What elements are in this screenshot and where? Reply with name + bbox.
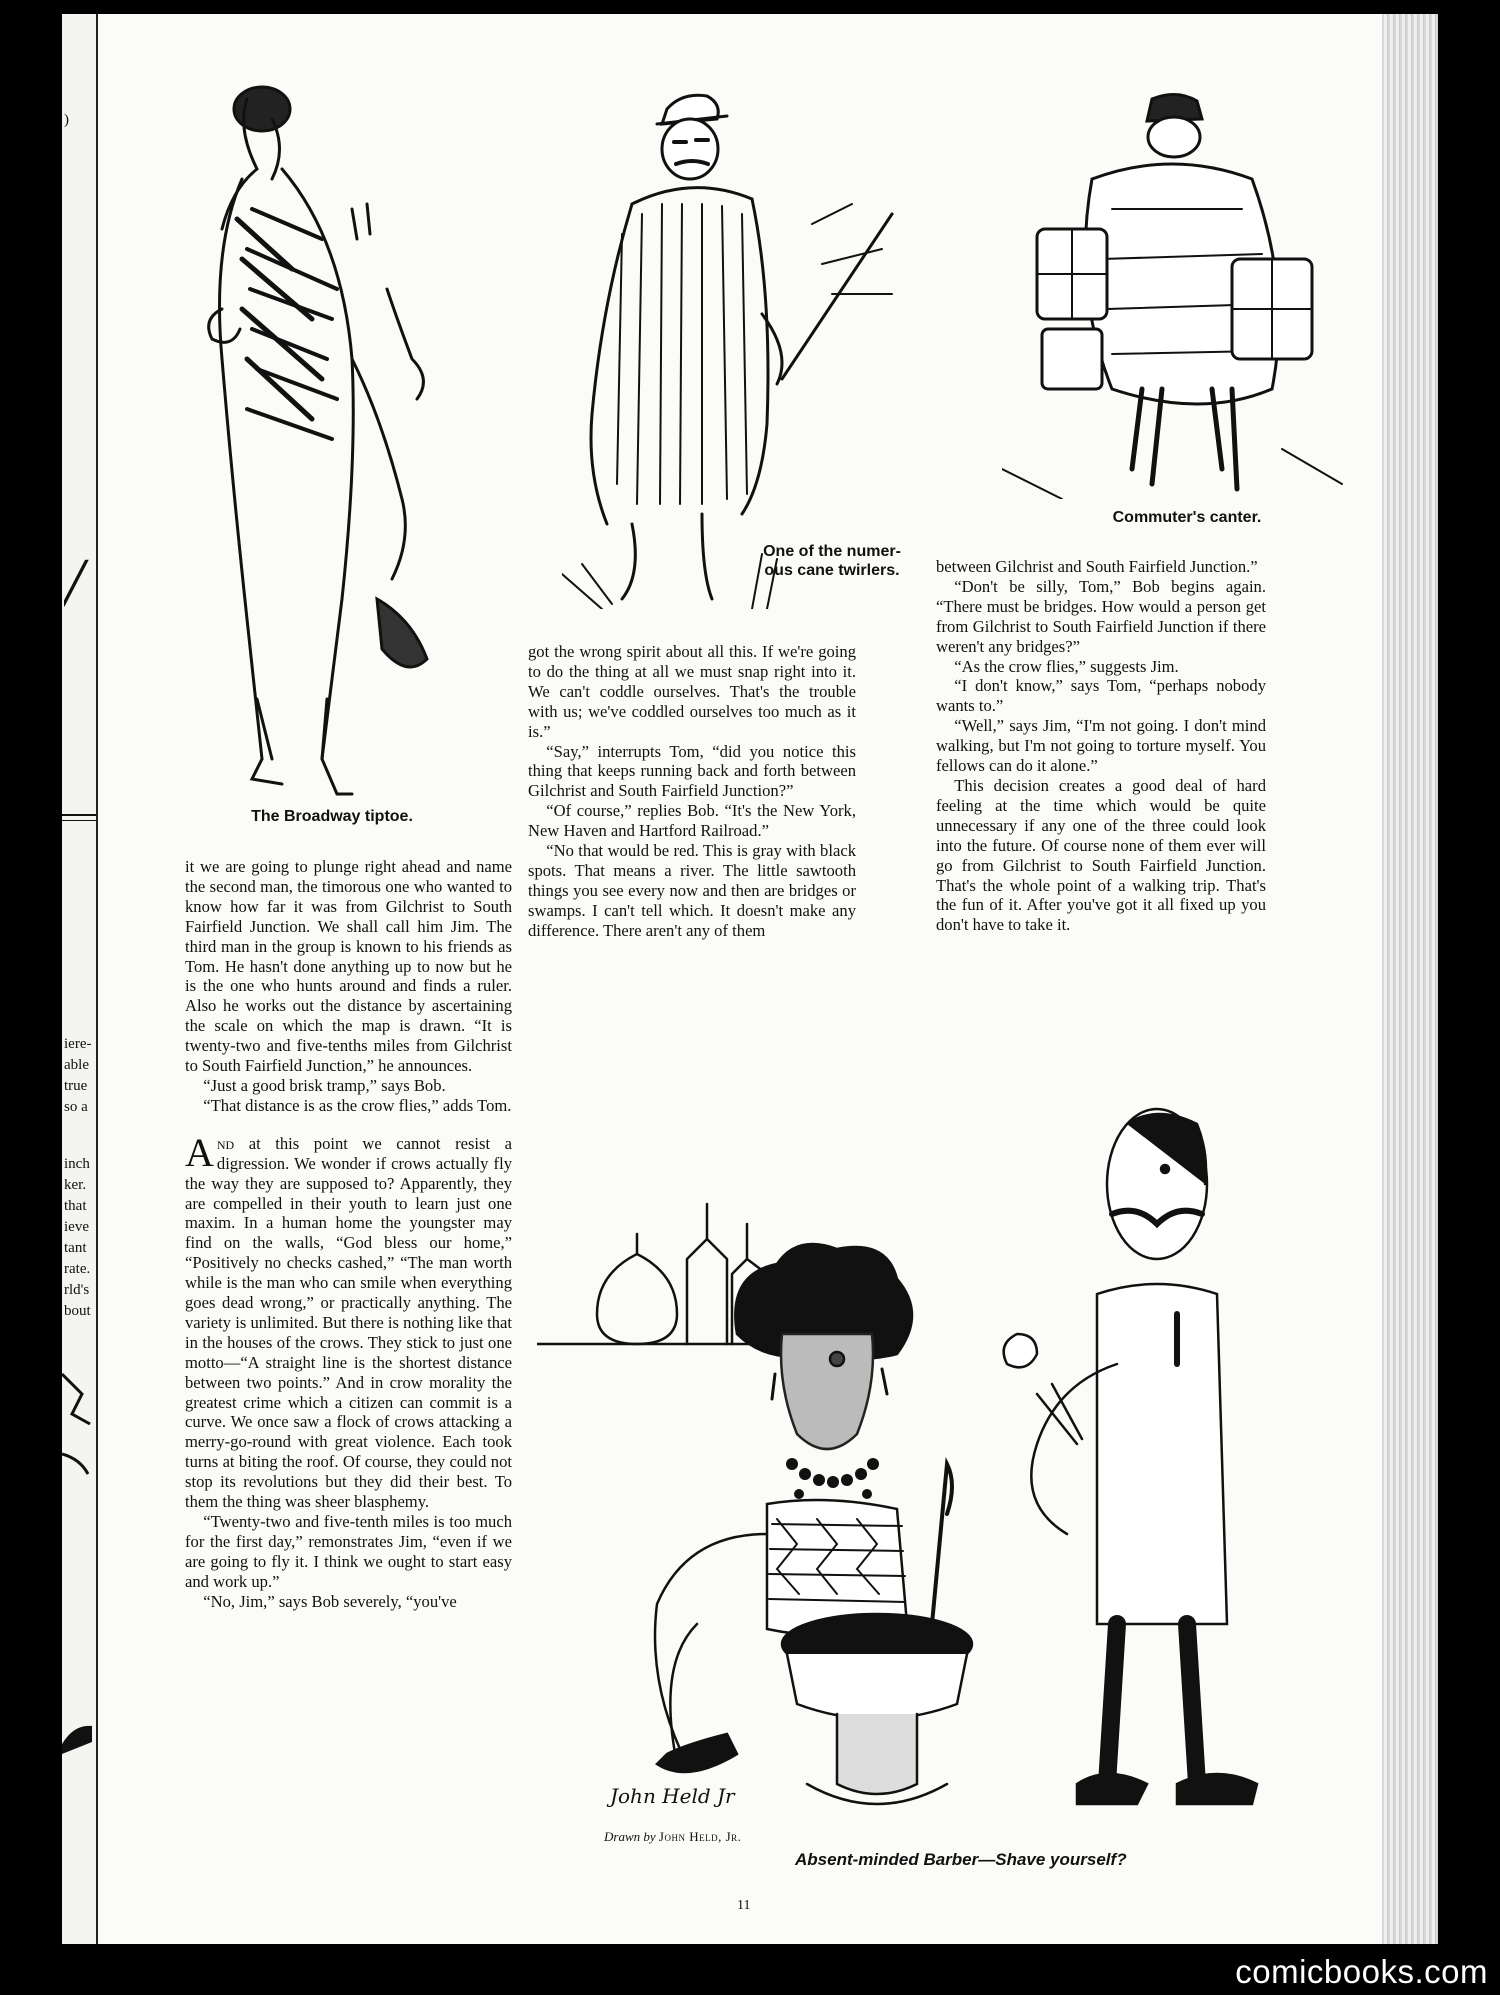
column1-paragraph: “No, Jim,” says Bob severely, “you've <box>203 1591 457 1611</box>
edge-fragment: so a <box>64 1099 88 1115</box>
edge-fragment: true <box>64 1078 88 1094</box>
text-column-3 <box>936 557 1266 935</box>
edge-fragment: tant <box>64 1240 87 1256</box>
cane-caption-line-2: ous cane twirlers. <box>764 562 900 579</box>
edge-fragment: ieve <box>64 1219 89 1235</box>
column1-paragraph: “Just a good brisk tramp,” says Bob. <box>203 1075 446 1095</box>
column2-paragraph: “Of course,” replies Bob. “It's the New York, New Haven and Hartford Railroad.” <box>528 801 856 841</box>
column3-paragraph: “I don't know,” says Tom, “perhaps nobody wants to.” <box>936 676 1266 716</box>
column3-paragraph: This decision creates a good deal of hard feeling at the time which would be quite unnecessary if any one of the three could look into the future. Of course none of them ever will go from Gilchrist to South Fairfield Junction. That's the whole point of a walking trip. That's the fun of it. After you've got it all fixed up you don't have to take it. <box>936 775 1266 935</box>
magazine-page <box>62 14 1438 1944</box>
barber-illustration <box>537 1064 1337 1824</box>
text-column-2 <box>528 642 856 941</box>
edge-drawing-fragment <box>62 1364 96 1484</box>
edge-rule <box>62 814 96 816</box>
edge-fragment: rate. <box>64 1261 91 1277</box>
edge-fragment: ) <box>64 112 69 128</box>
cane-caption-line-1: One of the numer- <box>763 543 901 560</box>
edge-drawing-fragment <box>62 1704 96 1764</box>
edge-fragment: able <box>64 1057 89 1073</box>
artist-signature: John Held Jr <box>610 1784 735 1808</box>
barber-scene-drawing <box>537 1064 1337 1824</box>
column2-paragraph: “Say,” interrupts Tom, “did you notice this thing that keeps running back and forth between Gilchrist and South Fairfield Junction?” <box>528 741 856 801</box>
cane-twirler-drawing <box>562 54 942 609</box>
edge-fragment: that <box>64 1198 87 1214</box>
book-spine-edge <box>1382 14 1438 1944</box>
column3-paragraph: “Don't be silly, Tom,” Bob begins again. “There must be bridges. How would a person get from Gilchrist to South Fairfield Junction if there weren't any bridges?” <box>936 576 1266 656</box>
column2-paragraph: got the wrong spirit about all this. If we're going to do the thing at all we must snap right into it. We can't coddle ourselves. That's the trouble with us; we've coddled ourselves too much as it is.” <box>528 642 856 741</box>
column3-paragraph: between Gilchrist and South Fairfield Junction.” <box>936 557 1258 576</box>
dropcap-smallcaps: nd <box>216 1133 235 1153</box>
previous-page-edge <box>62 14 98 1944</box>
cane-twirler-caption <box>712 542 952 580</box>
page-number: 11 <box>737 1898 751 1913</box>
dropcap-paragraph-text: at this point we cannot resist a digression. We wonder if crows actually fly the way they are supposed to? Apparently, they are compelled in their youth to learn just one maxim. In a human home the youngster may find on the walls, “God bless our home,” “Positively no checks cashed,” “The man worth while is the man who can smile when everything goes dead wrong,” or practically anything. The variety is unlimited. But there is nothing like that in the houses of the crows. They stick to just one motto—“A straight line is the shortest distance between two points.” And in crow morality the greatest crime which a citizen can commit is a curve. We once saw a flock of crows attacking a merry-go-round with great violence. Each took turns at biting the roof. Of course, they could not stop its revolutions but they did their best. To them the thing was sheer blasphemy. <box>185 1133 512 1512</box>
cane-twirler-illustration <box>562 54 942 609</box>
column1-paragraph: “That distance is as the crow flies,” adds Tom. <box>203 1095 512 1115</box>
commuter-caption: Commuter's canter. <box>1112 509 1262 526</box>
dropcap-letter: A <box>185 1129 214 1175</box>
column1-paragraph: it we are going to plunge right ahead and name the second man, the timorous one who wanted to know how far it was from Gilchrist to South Fairfield Junction. We shall call him Jim. The third man in the group is known to his friends as Tom. He hasn't done anything up to now but he is the one who hunts around and finds a ruler. Also he works out the distance by ascertaining the scale on which the map is drawn. “It is twenty-two and five-tenths miles from Gilchrist to South Fairfield Junction,” he announces. <box>185 857 512 1076</box>
credit-artist: John Held, Jr. <box>658 1829 742 1844</box>
edge-fragment: ker. <box>64 1177 87 1193</box>
illustration-credit <box>604 1829 741 1845</box>
edge-fragment: rld's <box>64 1282 90 1298</box>
column3-paragraph: “As the crow flies,” suggests Jim. <box>954 656 1179 676</box>
woman-figure-drawing <box>152 59 512 799</box>
edge-fragment: inch <box>64 1156 90 1172</box>
text-column-1 <box>185 857 512 1612</box>
broadway-caption: The Broadway tiptoe. <box>251 808 413 825</box>
edge-fragment: bout <box>64 1303 91 1319</box>
credit-prefix: Drawn by <box>604 1829 656 1844</box>
edge-letter-decoration: / <box>64 549 84 619</box>
edge-rule <box>62 820 96 821</box>
column1-dropcap-paragraph <box>185 1129 512 1512</box>
commuter-drawing <box>1002 89 1362 499</box>
barber-caption: Absent-minded Barber—Shave yourself? <box>795 1850 1127 1869</box>
column2-paragraph: “No that would be red. This is gray with black spots. That means a river. The little sawtooth things you see every now and then are bridges or swamps. I can't tell which. It doesn't make any difference. There aren't any of them <box>528 841 856 940</box>
edge-fragment: iere- <box>64 1036 92 1052</box>
column3-paragraph: “Well,” says Jim, “I'm not going. I don't mind walking, but I'm not going to torture myself. You fellows can do it alone.” <box>936 716 1266 776</box>
commuter-illustration <box>1002 89 1362 499</box>
watermark: comicbooks.com <box>1235 1953 1488 1990</box>
broadway-tiptoe-illustration <box>152 59 512 799</box>
column1-paragraph: “Twenty-two and five-tenth miles is too much for the first day,” remonstrates Jim, “even if we are going to fly it. I think we ought to start easy and work up.” <box>185 1512 512 1591</box>
